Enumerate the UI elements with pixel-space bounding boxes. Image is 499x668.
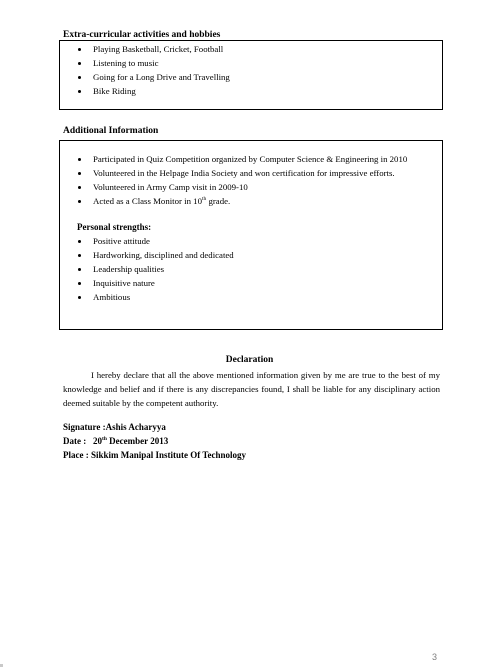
list-item: Hardworking, disciplined and dedicated [78,248,434,262]
strengths-title: Personal strengths: [77,222,152,232]
signature-name: Ashis Acharyya [105,422,166,432]
signature-label: Signature : [63,422,106,432]
list-item: Playing Basketball, Cricket, Football [78,42,434,56]
place-line [63,449,246,461]
monitor-superscript: th [201,196,207,202]
date-rest: December 2013 [106,436,169,446]
additional-box [59,140,443,330]
additional-title: Additional Information [63,126,159,136]
date-day: 20 [93,436,102,446]
declaration-title: Declaration [225,355,274,365]
date-superscript: th [102,436,107,442]
list-item: Listening to music [78,56,434,70]
page-number: 3 [432,652,438,662]
monitor-suffix: grade. [206,196,231,206]
place-value: Sikkim Manipal Institute Of Technology [90,450,247,460]
additional-list [78,152,434,208]
list-item [78,194,434,208]
list-item: Inquisitive nature [78,276,434,290]
date-line [63,435,168,447]
declaration-paragraph [63,368,440,410]
list-item: Positive attitude [78,234,434,248]
place-label: Place : [63,450,91,460]
strengths-list [78,234,434,304]
list-item: Bike Riding [78,84,434,98]
declaration-text: I hereby declare that all the above mentioned information given by me are true to the best of my knowledge and belief and if there is any discrepancies found, I shall be liable for any disciplinary action deemed suitable by the competent authority. [63,370,440,408]
list-item: Going for a Long Drive and Travelling [78,70,434,84]
list-item: Leadership qualities [78,262,434,276]
monitor-text: Acted as a Class Monitor in 10 [93,196,202,206]
list-item: Volunteered in Army Camp visit in 2009-10 [78,180,434,194]
extracurricular-box [59,40,443,110]
date-label: Date : [63,436,93,446]
signature-line [63,421,166,433]
list-item: Participated in Quiz Competition organized by Computer Science & Engineering in 2010 [78,152,434,166]
corner-mark [0,664,3,667]
list-item: Ambitious [78,290,434,304]
list-item: Volunteered in the Helpage India Society and won certification for impressive efforts. [78,166,434,180]
extracurricular-title: Extra-curricular activities and hobbies [63,30,221,40]
extracurricular-list [78,42,434,98]
